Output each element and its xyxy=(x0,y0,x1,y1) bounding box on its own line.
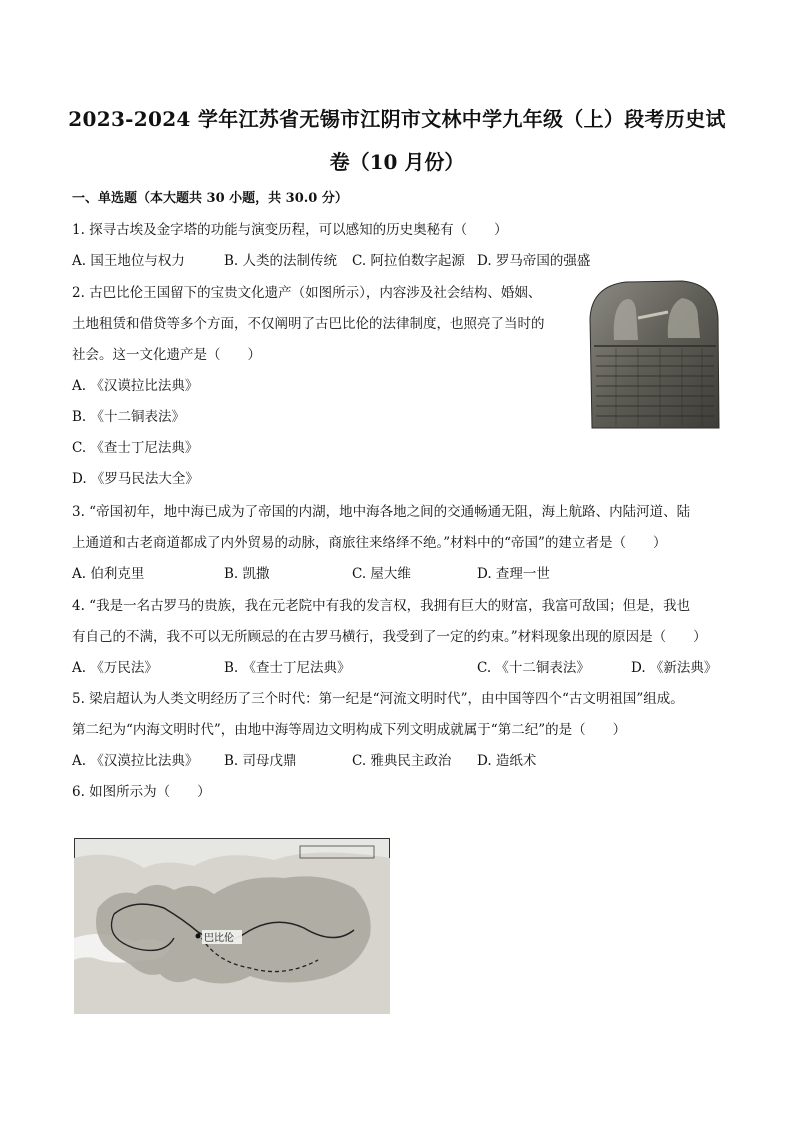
q5-option-d: D. 造纸术 xyxy=(477,753,537,769)
question-4-stem-2: 有自己的不满，我不可以无所顾忌的在古罗马横行，我受到了一定的约束。”材料现象出现的原因是（ ） xyxy=(72,629,707,645)
q5-option-a: A. 《汉漠拉比法典》 xyxy=(72,753,199,769)
question-2-stem-2: 土地租赁和借贷等多个方面，不仅阐明了古巴比伦的法律制度，也照亮了当时的 xyxy=(72,316,545,332)
q4-option-b: B. 《查士丁尼法典》 xyxy=(224,660,351,676)
q5-option-b: B. 司母戊鼎 xyxy=(224,753,297,769)
hammurabi-stele-image xyxy=(586,278,722,430)
q3-option-b: B. 凯撒 xyxy=(224,566,270,582)
q4-option-a: A. 《万民法》 xyxy=(72,660,158,676)
question-2-stem-1: 2. 古巴比伦王国留下的宝贵文化遗产（如图所示），内容涉及社会结构、婚姻、 xyxy=(72,285,542,301)
q1-option-c: C. 阿拉伯数字起源 xyxy=(352,253,465,269)
question-3-stem-1: 3. “帝国初年，地中海已成为了帝国的内湖，地中海各地之间的交通畅通无阻，海上航路、内陆河道、陆 xyxy=(72,504,691,520)
q2-option-c: C. 《查士丁尼法典》 xyxy=(72,440,199,456)
question-2-stem-3: 社会。这一文化遗产是（ ） xyxy=(72,347,261,363)
q1-option-a: A. 国王地位与权力 xyxy=(72,253,185,269)
exam-title-line2: 卷（10 月份） xyxy=(329,150,465,174)
q1-option-b: B. 人类的法制传统 xyxy=(224,253,338,269)
question-5-stem-2: 第二纪为“内海文明时代”，由地中海等周边文明构成下列文明成就属于“第二纪”的是（ ） xyxy=(72,722,627,738)
q2-option-b: B. 《十二铜表法》 xyxy=(72,409,186,425)
q3-option-c: C. 屋大维 xyxy=(352,566,411,582)
section-heading: 一、单选题（本大题共 30 小题，共 30.0 分） xyxy=(72,191,348,206)
alexander-empire-map xyxy=(74,838,390,1014)
question-5-stem-1: 5. 梁启超认为人类文明经历了三个时代：第一纪是“河流文明时代”，由中国等四个“古文明祖国”组成。 xyxy=(72,691,684,707)
question-6-stem: 6. 如图所示为（ ） xyxy=(72,784,211,800)
q2-option-a: A. 《汉谟拉比法典》 xyxy=(72,378,199,394)
question-3-stem-2: 上通道和古老商道都成了内外贸易的动脉，商旅往来络绎不绝。”材料中的“帝国”的建立者是（ ） xyxy=(72,535,667,551)
q4-option-c: C. 《十二铜表法》 xyxy=(477,660,590,676)
exam-title-line1: 2023-2024 学年江苏省无锡市江阴市文林中学九年级（上）段考历史试 xyxy=(68,107,726,131)
q5-option-c: C. 雅典民主政治 xyxy=(352,753,452,769)
q2-option-d: D. 《罗马民法大全》 xyxy=(72,471,199,487)
q1-option-d: D. 罗马帝国的强盛 xyxy=(477,253,591,269)
q3-option-d: D. 查理一世 xyxy=(477,566,550,582)
q3-option-a: A. 伯利克里 xyxy=(72,566,145,582)
map-label-babylon: 巴比伦 xyxy=(204,933,234,944)
question-1-stem: 1. 探寻古埃及金字塔的功能与演变历程，可以感知的历史奥秘有（ ） xyxy=(72,222,508,238)
question-4-stem-1: 4. “我是一名古罗马的贵族，我在元老院中有我的发言权，我拥有巨大的财富，我富可敌国；但是，我也 xyxy=(72,598,691,614)
q4-option-d: D. 《新法典》 xyxy=(631,660,718,676)
